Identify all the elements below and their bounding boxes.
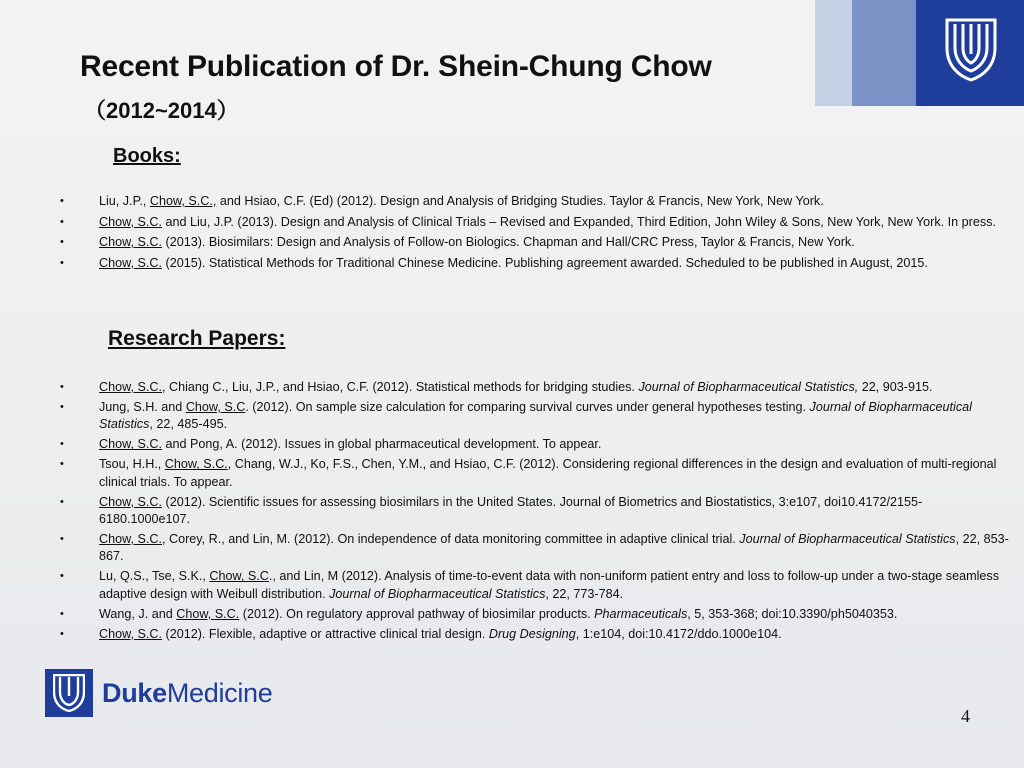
logo-wordmark	[102, 678, 272, 709]
citation-text: , 5, 353-368; doi:10.3390/ph5040353.	[687, 606, 898, 621]
citation-text: , 1:e104, doi:10.4172/ddo.1000e104.	[575, 626, 782, 641]
citation-text: (2015). Statistical Methods for Traditional Chinese Medicine. Publishing agreement awarded. Scheduled to be published in August, 2015.	[162, 255, 928, 270]
year-range: （2012~2014）	[84, 98, 239, 123]
logo-word-duke: Duke	[102, 677, 167, 708]
duke-medicine-logo	[45, 668, 272, 718]
citation-text: (2012). Scientific issues for assessing biosimilars in the United States. Journal of Biometrics and Biostatistics, 3:e107, doi10.4172/2155-6180.1000e107.	[99, 494, 923, 527]
author-highlight: Chow, S.C.	[99, 531, 162, 546]
citation-text: Wang, J. and	[99, 606, 177, 621]
author-highlight: Chow, S.C.,	[149, 194, 217, 208]
citation-text: , 22, 853-867.	[99, 531, 1009, 564]
citation-text: , Chiang C., Liu, J.P., and Hsiao, C.F. (2012). Statistical methods for bridging studies.	[162, 380, 639, 394]
citation-text: and Hsiao, C.F. (Ed) (2012). Design and Analysis of Bridging Studies. Taylor & Francis, New York, New York.	[216, 194, 824, 208]
author-highlight: Chow, S.C.	[164, 457, 228, 472]
citation-text: Liu, J.P.,	[99, 194, 150, 208]
citation-text: Tsou, H.H.,	[99, 457, 165, 472]
page-number: 4	[961, 706, 970, 726]
books-item	[0, 255, 1010, 273]
citation-text: (2012). On regulatory approval pathway of biosimilar products.	[239, 606, 595, 621]
papers-item	[0, 399, 1010, 434]
logo-shield-icon	[53, 674, 85, 712]
papers-item	[0, 531, 1010, 566]
author-highlight: Chow, S.C	[209, 569, 269, 584]
journal-name: Journal of Biopharmaceutical Statistics	[99, 399, 972, 432]
papers-item	[0, 568, 1010, 603]
citation-text: Lu, Q.S., Tse, S.K.,	[99, 569, 210, 584]
books-item	[0, 234, 1010, 252]
citation-text: and Liu, J.P. (2013). Design and Analysis of Clinical Trials – Revised and Expanded, Third Edition, John Wiley & Sons, New York, New York. In press.	[162, 214, 996, 229]
author-highlight: Chow, S.C.	[99, 235, 162, 249]
citation-text: and Pong, A. (2012). Issues in global pharmaceutical development. To appear.	[162, 437, 602, 452]
papers-item	[0, 436, 1010, 454]
author-highlight: Chow, S.C.	[99, 380, 162, 394]
author-highlight: Chow, S.C.	[99, 437, 162, 452]
citation-text: , 22, 485-495.	[149, 417, 228, 432]
papers-item	[0, 626, 1010, 644]
citation-text: ., and Lin, M (2012). Analysis of time-to-event data with non-uniform patient entry and loss to follow-up under a two-stage seamless adaptive design with Weibull distribution.	[99, 569, 999, 601]
research-papers-list	[0, 379, 1010, 646]
citation-text: Jung, S.H. and	[99, 399, 186, 414]
journal-name: Journal of Biopharmaceutical Statistics	[739, 531, 956, 546]
citation-text: , Chang, W.J., Ko, F.S., Chen, Y.M., and Hsiao, C.F. (2012). Considering regional differences in the design and evaluation of multi-regional clinical trials. To appear.	[99, 457, 997, 489]
duke-shield-icon	[945, 18, 997, 82]
papers-item	[0, 606, 1010, 624]
logo-word-medicine: Medicine	[166, 677, 273, 708]
author-highlight: Chow, S.C.	[99, 214, 162, 229]
corner-stripe-mid	[852, 0, 916, 106]
citation-text: , 22, 773-784.	[545, 586, 624, 601]
journal-name: Pharmaceuticals	[594, 606, 688, 621]
author-highlight: Chow, S.C	[185, 399, 246, 414]
papers-item	[0, 494, 1010, 529]
author-highlight: Chow, S.C.	[99, 494, 162, 509]
papers-item	[0, 379, 1010, 397]
citation-text: (2013). Biosimilars: Design and Analysis of Follow-on Biologics. Chapman and Hall/CRC Press, Taylor & Francis, New York.	[162, 235, 855, 249]
author-highlight: Chow, S.C.	[176, 606, 240, 621]
journal-name: Journal of Biopharmaceutical Statistics	[329, 586, 546, 601]
books-item	[0, 214, 1010, 232]
books-item	[0, 193, 1010, 211]
logo-shield-box	[45, 669, 93, 717]
journal-name: Journal of Biopharmaceutical Statistics,	[638, 380, 859, 394]
books-heading: Books:	[113, 145, 181, 167]
author-highlight: Chow, S.C.	[99, 626, 162, 641]
citation-text: . (2012). On sample size calculation for comparing survival curves under general hypotheses testing.	[245, 399, 810, 414]
citation-text: 22, 903-915.	[858, 380, 933, 394]
journal-name: Drug Designing	[488, 626, 576, 641]
page-title: Recent Publication of Dr. Shein-Chung Chow	[80, 50, 712, 83]
corner-stripe-light	[815, 0, 852, 106]
papers-item	[0, 456, 1010, 491]
books-list	[0, 193, 1010, 275]
citation-text: (2012). Flexible, adaptive or attractive clinical trial design.	[162, 626, 489, 641]
research-papers-heading: Research Papers:	[108, 327, 286, 350]
author-highlight: Chow, S.C.	[99, 255, 162, 270]
citation-text: , Corey, R., and Lin, M. (2012). On independence of data monitoring committee in adaptive clinical trial.	[162, 531, 740, 546]
